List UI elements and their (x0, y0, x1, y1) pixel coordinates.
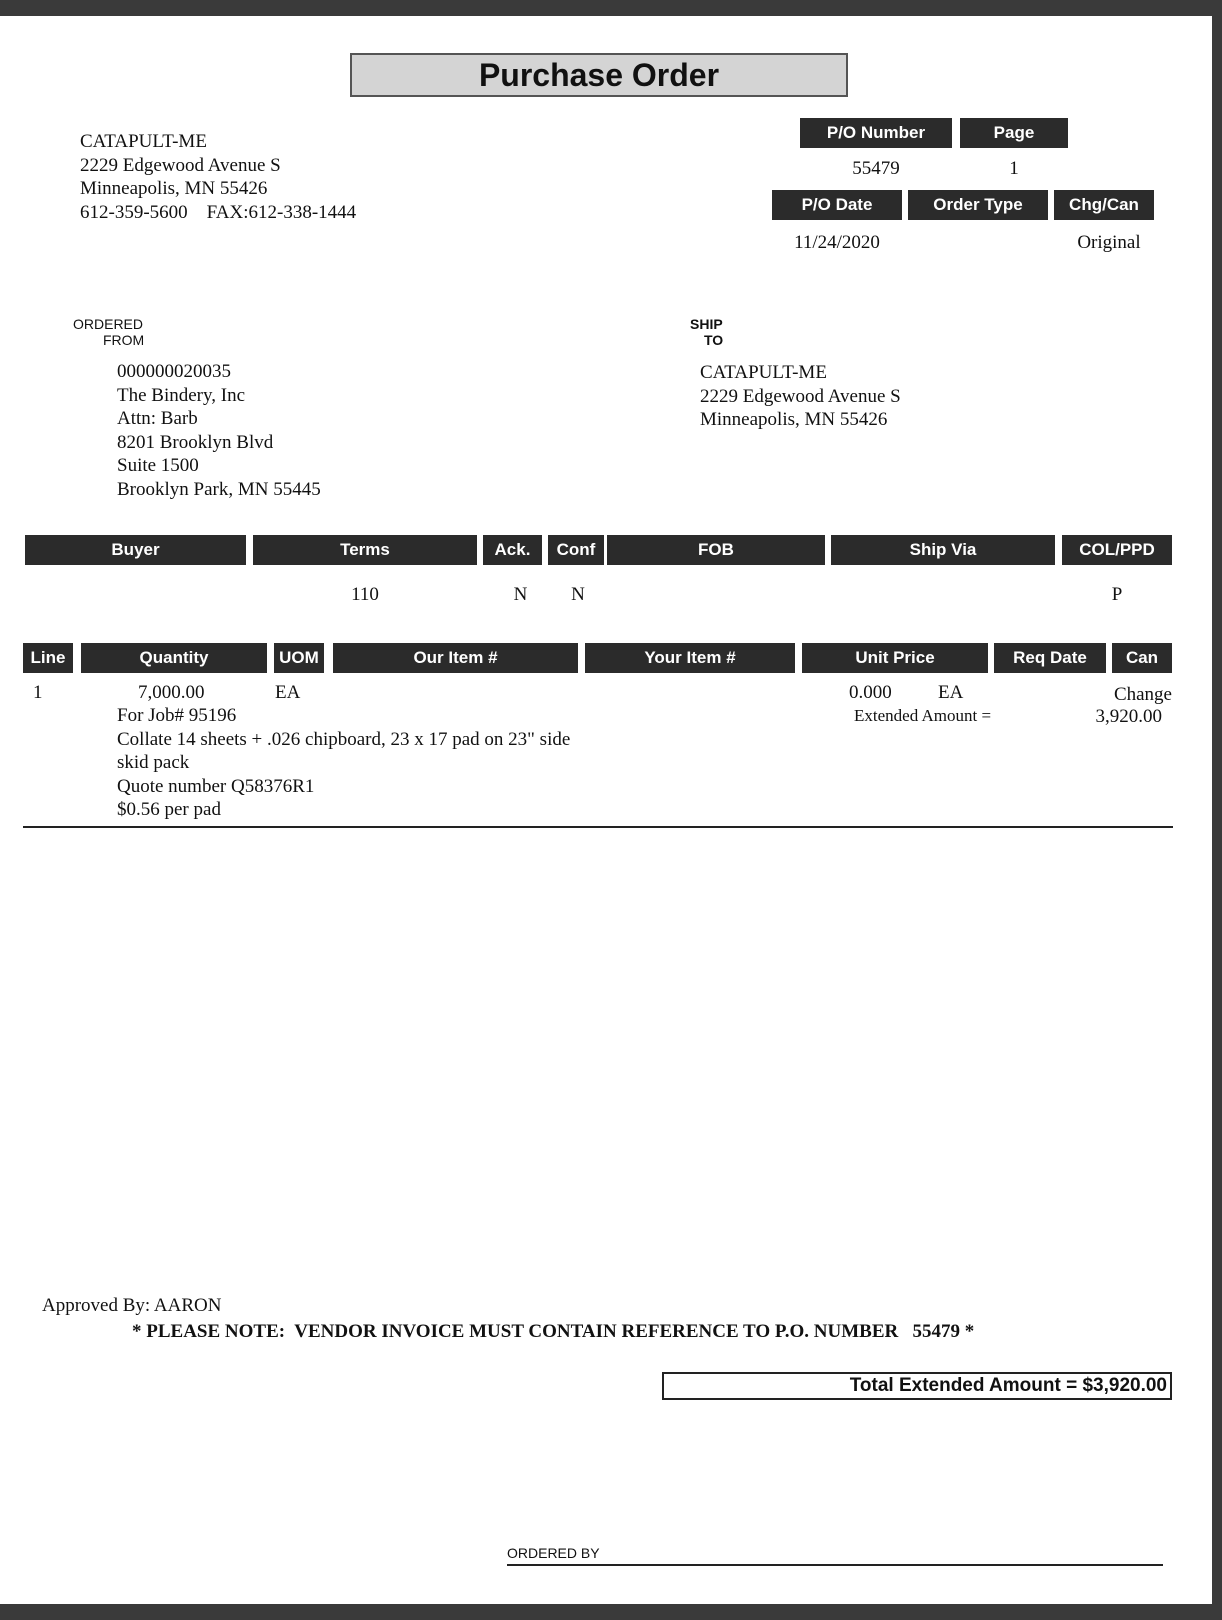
ack-value: N (513, 584, 528, 605)
vendor-line: The Bindery, Inc (117, 384, 246, 406)
po-date-header: P/O Date (772, 190, 902, 220)
col-ppd-value: P (1111, 584, 1123, 605)
line-quantity: 7,000.00 (138, 682, 205, 703)
description-line: $0.56 per pad (117, 799, 221, 820)
to-label: TO (704, 332, 724, 348)
ship-label: SHIP (690, 316, 723, 332)
page-header: Page (960, 118, 1068, 148)
description-line: skid pack (117, 752, 190, 773)
document-title: Purchase Order (350, 53, 848, 97)
ordered-from-label (73, 316, 144, 348)
uom-header: UOM (274, 643, 324, 673)
description-line: Collate 14 sheets + .026 chipboard, 23 x 17 pad on 23" side (117, 728, 571, 750)
extended-amount-label: Extended Amount = (854, 706, 992, 725)
line-items-divider (23, 826, 1173, 828)
total-extended-amount: Total Extended Amount = $3,920.00 (662, 1372, 1172, 1400)
description-line: Quote number Q58376R1 (117, 775, 315, 797)
ship-to-line: 2229 Edgewood Avenue S (700, 385, 901, 407)
company-block (80, 130, 356, 224)
unit-price-header: Unit Price (802, 643, 988, 673)
approved-by: Approved By: AARON (42, 1295, 222, 1316)
ship-to-line: CATAPULT-ME (700, 362, 827, 383)
order-type-header: Order Type (908, 190, 1048, 220)
ordered-label: ORDERED (73, 316, 144, 332)
conf-value: N (571, 584, 585, 605)
vendor-line: Brooklyn Park, MN 55445 (117, 478, 321, 500)
fob-header: FOB (607, 535, 825, 565)
line-uom: EA (275, 682, 301, 703)
ordered-from-address (117, 360, 321, 501)
chg-can-header: Chg/Can (1054, 190, 1154, 220)
page-value: 1 (1009, 158, 1019, 179)
extended-amount-value: 3,920.00 (1095, 706, 1162, 727)
purchase-order-page (0, 16, 1212, 1604)
conf-header: Conf (548, 535, 604, 565)
req-date-header: Req Date (994, 643, 1106, 673)
vendor-line: Suite 1500 (117, 455, 199, 476)
terms-header: Terms (253, 535, 477, 565)
vendor-line: Attn: Barb (117, 408, 198, 429)
ship-via-header: Ship Via (831, 535, 1055, 565)
po-number-header: P/O Number (800, 118, 952, 148)
company-phone-fax: 612-359-5600 FAX:612-338-1444 (80, 201, 357, 223)
buyer-header: Buyer (25, 535, 246, 565)
your-item-header: Your Item # (585, 643, 795, 673)
order-type-value: Original (1077, 232, 1141, 253)
ack-header: Ack. (483, 535, 542, 565)
line-can-value: Change (1113, 684, 1172, 705)
po-date-value: 11/24/2020 (794, 232, 880, 253)
vendor-invoice-note: * PLEASE NOTE: VENDOR INVOICE MUST CONTAIN REFERENCE TO P.O. NUMBER 55479 * (132, 1321, 975, 1342)
description-line: For Job# 95196 (117, 705, 237, 726)
ship-to-label (690, 316, 723, 348)
line-unit-price: 0.000 (849, 682, 892, 703)
vendor-line: 8201 Brooklyn Blvd (117, 431, 274, 453)
ordered-by-label: ORDERED BY (507, 1545, 600, 1561)
company-name: CATAPULT-ME (80, 131, 207, 152)
can-header: Can (1112, 643, 1172, 673)
po-number-value: 55479 (852, 158, 900, 179)
company-address2: Minneapolis, MN 55426 (80, 178, 268, 199)
vendor-line: 000000020035 (117, 361, 231, 382)
company-address1: 2229 Edgewood Avenue S (80, 154, 281, 176)
line-number: 1 (33, 682, 43, 703)
our-item-header: Our Item # (333, 643, 578, 673)
col-ppd-header: COL/PPD (1062, 535, 1172, 565)
ship-to-address (700, 361, 901, 432)
line-header: Line (23, 643, 73, 673)
ship-to-line: Minneapolis, MN 55426 (700, 409, 888, 430)
terms-value: 110 (351, 584, 379, 605)
line-price-uom: EA (938, 682, 964, 703)
line-description (117, 704, 570, 822)
from-label: FROM (103, 332, 145, 348)
ordered-by-signature-line (507, 1564, 1163, 1566)
quantity-header: Quantity (81, 643, 267, 673)
